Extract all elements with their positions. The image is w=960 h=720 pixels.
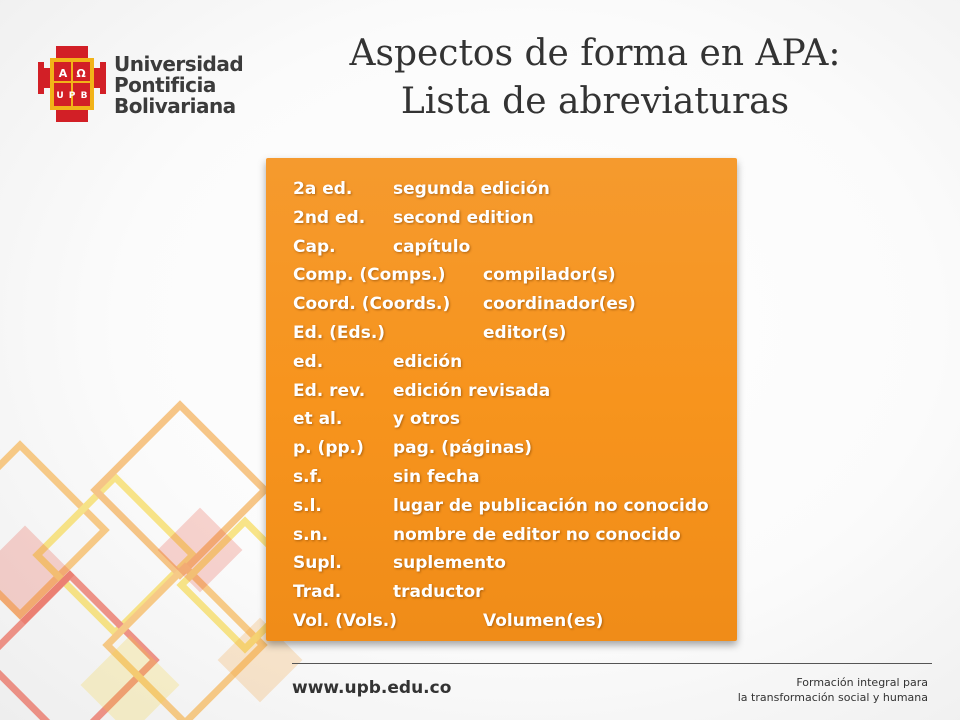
abbreviation-meaning: compilador(s) (483, 265, 616, 286)
abbreviation-meaning: editor(s) (483, 322, 567, 343)
abbreviation-meaning: capítulo (393, 236, 471, 257)
abbreviation-term: 2nd ed. (293, 207, 366, 228)
abbreviation-term: Coord. (Coords.) (293, 294, 451, 315)
abbreviation-meaning: nombre de editor no conocido (393, 524, 681, 545)
crest-letter-omega: Ω (76, 67, 86, 80)
university-name (114, 54, 243, 117)
abbreviation-meaning: edición (393, 351, 463, 372)
abbreviation-term: Vol. (Vols.) (293, 610, 397, 631)
crest-letter-b: B (80, 91, 88, 101)
crest-letter-u: U (56, 91, 64, 101)
footer-tagline-line-2: la transformación social y humana (737, 691, 928, 704)
abbreviation-meaning: edición revisada (393, 380, 551, 401)
footer-tagline-line-1: Formación integral para (796, 676, 928, 689)
abbreviation-term: s.l. (293, 495, 322, 516)
university-logo[interactable] (36, 44, 250, 124)
abbreviation-meaning: traductor (393, 582, 484, 603)
university-name-line-3: Bolivariana (114, 94, 236, 118)
abbreviations-box (266, 158, 737, 641)
footer-tagline (738, 675, 928, 705)
abbreviation-meaning: second edition (393, 207, 534, 228)
abbreviation-term: Cap. (293, 236, 336, 257)
abbreviation-term: s.n. (293, 524, 329, 545)
crest-letter-alpha: A (58, 67, 68, 80)
abbreviation-term: p. (pp.) (293, 438, 364, 459)
abbreviation-meaning: y otros (393, 409, 460, 430)
slide-title-line-1: Aspectos de forma en APA: (349, 33, 841, 74)
abbreviation-meaning: Volumen(es) (483, 610, 604, 631)
website-link[interactable]: www.upb.edu.co (292, 678, 452, 698)
slide-title (300, 30, 890, 126)
crest-letter-p: P (68, 91, 76, 101)
abbreviation-term: Ed. (Eds.) (293, 322, 386, 343)
abbreviation-term: Comp. (Comps.) (293, 265, 446, 286)
abbreviation-meaning: pag. (páginas) (393, 438, 533, 459)
crest-icon (36, 44, 108, 124)
university-name-line-1: Universidad (114, 52, 244, 76)
abbreviation-term: et al. (293, 409, 343, 430)
abbreviation-term: Trad. (293, 582, 342, 603)
abbreviation-term: Ed. rev. (293, 380, 366, 401)
abbreviation-term: ed. (293, 351, 324, 372)
university-name-line-2: Pontificia (114, 73, 216, 97)
abbreviation-term: Supl. (293, 553, 342, 574)
abbreviation-meaning: segunda edición (393, 179, 550, 199)
abbreviation-meaning: sin fecha (393, 466, 480, 487)
abbreviation-term: s.f. (293, 466, 323, 487)
abbreviation-meaning: suplemento (393, 553, 506, 574)
footer-divider (292, 663, 932, 664)
abbreviation-meaning: lugar de publicación no conocido (393, 495, 709, 516)
abbreviation-meaning: coordinador(es) (483, 294, 636, 315)
abbreviation-term: 2a ed. (293, 179, 353, 199)
slide-title-line-2: Lista de abreviaturas (400, 81, 790, 122)
